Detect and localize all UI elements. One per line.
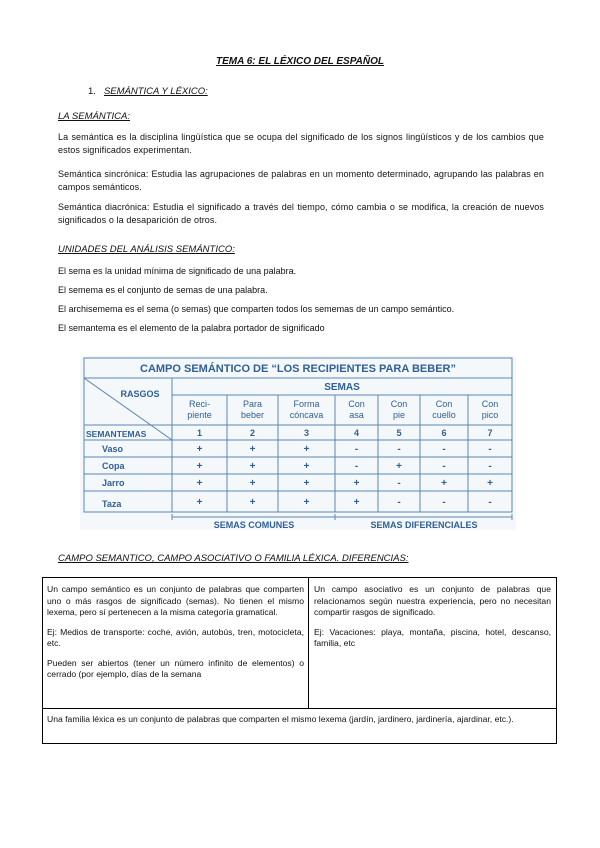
paragraph-diacronica: Semántica diacrónica: Estudia el significado a través del tiempo, cómo cambia o se modifica, la creación de nuevos significados o la desaparición de otros.: [58, 202, 544, 225]
sema-cell-taza-1: +: [196, 497, 203, 508]
unidad-sema: El sema es la unidad mínima de significado de una palabra.: [58, 266, 297, 276]
column-header-7b: pico: [481, 410, 499, 420]
campo-semantico-figure: [80, 356, 516, 530]
column-header-2b: beber: [240, 410, 265, 420]
row-name-taza: Taza: [102, 499, 122, 509]
unidades-heading: UNIDADES DEL ANÁLISIS SEMÁNTICO:: [58, 244, 235, 255]
column-number-3: 3: [303, 428, 310, 438]
paragraph-sincronica: Semántica sincrónica: Estudia las agrupaciones de palabras en un momento determinado, agrupando las palabras en campos semánticos.: [58, 169, 544, 192]
sema-cell-jarro-4: +: [353, 478, 360, 489]
column-header-7: Con: [481, 399, 499, 409]
section-heading: [88, 86, 208, 97]
comparison-table: [42, 577, 557, 744]
semantica-heading: LA SEMÁNTICA:: [58, 111, 130, 122]
campo-asociativo-cell: [309, 578, 556, 708]
sema-cell-jarro-3: +: [303, 478, 310, 489]
sema-cell-vaso-6: -: [442, 444, 446, 455]
column-header-6: Con: [435, 399, 453, 409]
sema-cell-copa-4: -: [354, 461, 359, 472]
row-name-copa: Copa: [102, 461, 125, 471]
familia-lexica-cell: Una familia léxica es un conjunto de palabras que comparten el mismo lexema (jardín, jardinero, jardinería, ajardinar, etc.).: [43, 708, 556, 743]
section-label: SEMÁNTICA Y LÉXICO:: [103, 86, 208, 97]
column-header-1: Reci-: [188, 399, 211, 409]
sema-cell-copa-7: -: [488, 461, 492, 472]
footer-semas-comunes: SEMAS COMUNES: [213, 520, 295, 530]
campo-semantico-example: Ej: Medios de transporte: coche, avión, autobús, tren, motocicleta, etc.: [47, 626, 304, 648]
sema-cell-vaso-7: -: [488, 444, 492, 455]
sema-cell-copa-5: +: [396, 461, 402, 472]
sema-cell-taza-7: -: [488, 497, 492, 508]
sema-cell-jarro-1: +: [196, 478, 203, 489]
row-name-vaso: Vaso: [102, 444, 124, 454]
sema-cell-jarro-6: +: [441, 478, 447, 489]
sema-cell-taza-2: +: [249, 497, 256, 508]
column-number-1: 1: [196, 428, 203, 438]
column-header-4: Con: [348, 399, 365, 409]
column-header-2: Para: [242, 399, 263, 409]
semantemas-label: SEMANTEMAS: [86, 429, 147, 439]
sema-cell-taza-3: +: [303, 497, 310, 508]
column-number-7: 7: [487, 428, 493, 438]
rasgos-label: RASGOS: [120, 389, 160, 399]
column-number-5: 5: [396, 428, 402, 438]
column-header-5: Con: [390, 399, 408, 409]
column-header-3b: cóncava: [289, 410, 324, 420]
unidad-semema: El semema es el conjunto de semas de una palabra.: [58, 285, 268, 295]
paragraph-definition: La semántica es la disciplina lingüística que se ocupa del significado de los signos lingüísticos y de los cambios que estos significados experimentan.: [58, 132, 544, 155]
sema-cell-copa-1: +: [196, 461, 203, 472]
column-header-1b: piente: [187, 410, 212, 420]
sema-cell-copa-2: +: [249, 461, 256, 472]
sema-cell-taza-4: +: [353, 497, 360, 508]
column-number-2: 2: [249, 428, 256, 438]
sema-cell-taza-5: -: [397, 497, 401, 508]
sema-cell-copa-3: +: [303, 461, 310, 472]
table-title: CAMPO SEMÁNTICO DE “LOS RECIPIENTES PARA BEBER”: [140, 363, 456, 375]
column-header-4b: asa: [349, 410, 364, 420]
column-header-6b: cuello: [432, 410, 456, 420]
campo-asociativo-example: Ej: Vacaciones: playa, montaña, piscina, hotel, descanso, familia, etc: [314, 626, 551, 648]
column-number-6: 6: [441, 428, 447, 438]
sema-cell-jarro-2: +: [249, 478, 256, 489]
unidad-archisemema: El archisemema es el sema (o semas) que comparten todos los sememas de un campo semántico.: [58, 304, 455, 314]
column-number-4: 4: [353, 428, 360, 438]
column-header-5b: pie: [392, 410, 406, 420]
page-title: TEMA 6: EL LÉXICO DEL ESPAÑOL: [216, 56, 384, 67]
footer-semas-diferenciales: SEMAS DIFERENCIALES: [370, 520, 478, 530]
unidad-semantema: El semantema es el elemento de la palabra portador de significado: [58, 323, 325, 333]
section-number: 1.: [88, 86, 96, 97]
campo-semantico-table: [80, 356, 516, 530]
campo-semantico-cell: [43, 578, 309, 708]
sema-cell-vaso-2: +: [249, 444, 256, 455]
row-name-jarro: Jarro: [102, 478, 125, 488]
sema-cell-taza-6: -: [442, 497, 446, 508]
campo-semantico-note: Pueden ser abiertos (tener un número infinito de elementos) o cerrado (por ejemplo, días de la semana: [47, 657, 304, 679]
sema-cell-jarro-7: +: [487, 478, 493, 489]
sema-cell-vaso-1: +: [196, 444, 203, 455]
sema-cell-vaso-3: +: [303, 444, 310, 455]
semas-label: SEMAS: [324, 382, 360, 393]
sema-cell-vaso-4: -: [354, 444, 359, 455]
campo-heading: CAMPO SEMANTICO, CAMPO ASOCIATIVO O FAMILIA LÉXICA. DIFERENCIAS:: [58, 553, 409, 564]
campo-semantico-definition: Un campo semántico es un conjunto de palabras que comparten uno o más rasgos de significado (semas). No tienen el mismo lexema, pero sí pertenecen a la misma categoría gramatical.: [47, 584, 304, 617]
campo-asociativo-definition: Un campo asociativo es un conjunto de palabras que relacionamos según nuestra experiencia, pero no necesitan compartir rasgos de significado.: [314, 584, 551, 617]
sema-cell-copa-6: -: [442, 461, 446, 472]
column-header-3: Forma: [293, 399, 320, 409]
sema-cell-vaso-5: -: [397, 444, 401, 455]
sema-cell-jarro-5: -: [397, 478, 401, 489]
